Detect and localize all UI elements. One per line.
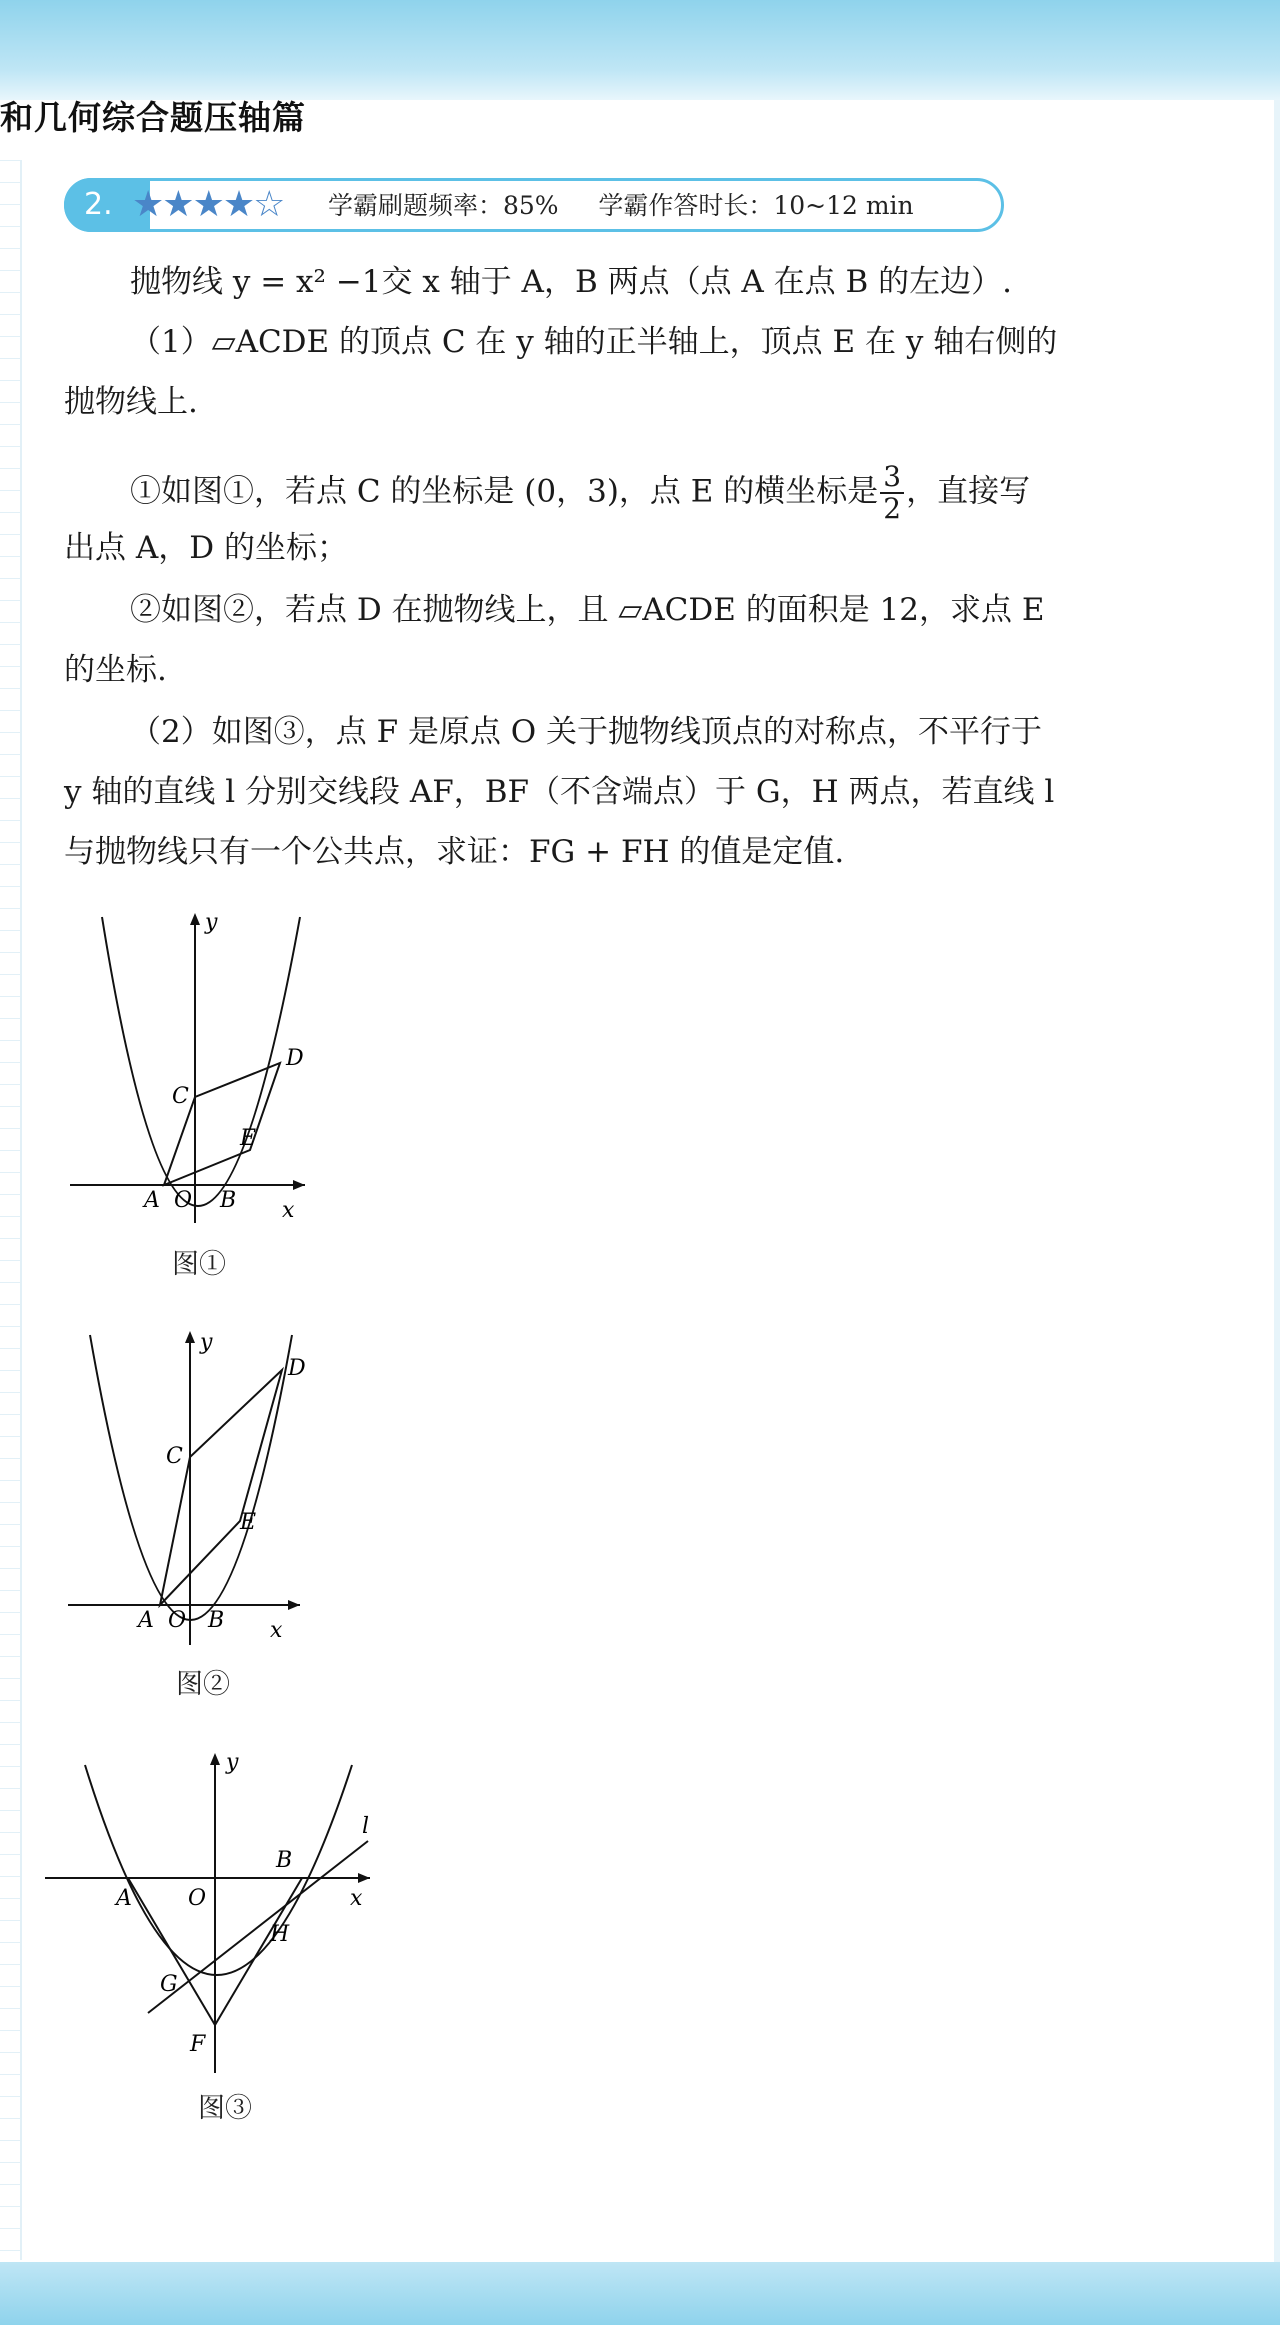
fraction	[880, 462, 904, 524]
label-b: B	[208, 1608, 225, 1633]
y-axis-arrow	[185, 1331, 195, 1343]
label-x: x	[270, 1618, 283, 1643]
frequency-text: 学霸刷题频率：85%	[328, 191, 559, 220]
label-a: A	[116, 1886, 132, 1911]
question-stats	[328, 188, 914, 224]
figure-1	[60, 905, 320, 1235]
bottom-banner	[0, 2262, 1280, 2325]
line-l	[148, 1841, 368, 2013]
fraction-denominator: 2	[883, 492, 902, 525]
label-o: O	[174, 1188, 193, 1213]
parallelogram-acde	[164, 1063, 280, 1185]
label-l: l	[362, 1814, 370, 1839]
star-filled-icon: ★	[162, 184, 193, 225]
star-filled-icon: ★	[222, 184, 254, 225]
figure-2	[60, 1325, 320, 1665]
label-y: y	[205, 910, 218, 935]
label-y: y	[226, 1750, 239, 1775]
sub2-line1: ②如图②，若点 D 在抛物线上，且 ▱ACDE 的面积是 12，求点 E	[130, 592, 1045, 628]
star-filled-icon: ★	[132, 184, 163, 225]
fraction-numerator: 3	[880, 462, 904, 494]
chapter-title: 和几何综合题压轴篇	[0, 98, 306, 137]
sub1-line1	[130, 462, 1030, 524]
label-a: A	[144, 1188, 160, 1213]
x-axis-arrow	[288, 1600, 300, 1610]
label-e: E	[240, 1510, 257, 1535]
figure-3-caption: 图③	[198, 2093, 252, 2124]
star-filled-icon: ★	[192, 184, 223, 225]
part2-line1: （2）如图③，点 F 是原点 O 关于抛物线顶点的对称点，不平行于	[130, 714, 1043, 750]
parabola	[85, 1765, 352, 1975]
sub1-text-end: ，直接写	[906, 473, 1031, 510]
problem-intro: 抛物线 y = x² −1交 x 轴于 A，B 两点（点 A 在点 B 的左边）.	[130, 264, 1013, 300]
label-x: x	[282, 1198, 295, 1223]
sub1-line2: 出点 A，D 的坐标；	[64, 530, 348, 566]
part2-line3: 与抛物线只有一个公共点，求证：FG + FH 的值是定值.	[64, 834, 845, 870]
label-e: E	[240, 1126, 257, 1151]
difficulty-stars	[132, 183, 283, 227]
label-c: C	[172, 1084, 189, 1109]
y-axis-arrow	[190, 913, 200, 925]
x-axis-arrow	[293, 1180, 305, 1190]
part2-line2: y 轴的直线 l 分别交线段 AF，BF（不含端点）于 G，H 两点，若直线 l	[64, 774, 1055, 810]
label-g: G	[160, 1972, 178, 1997]
parabola	[102, 917, 300, 1206]
label-d: D	[286, 1046, 304, 1071]
label-f: F	[190, 2032, 206, 2057]
label-b: B	[276, 1848, 293, 1873]
label-b: B	[220, 1188, 237, 1213]
sub1-text: ①如图①，若点 C 的坐标是 (0，3)，点 E 的横坐标是	[130, 473, 879, 510]
label-o: O	[168, 1608, 187, 1633]
figure-2-caption: 图②	[176, 1669, 230, 1700]
sub2-line2: 的坐标.	[64, 652, 167, 688]
figure-3	[40, 1745, 400, 2085]
figure-1-caption: 图①	[172, 1249, 226, 1280]
label-y: y	[200, 1330, 213, 1355]
label-x: x	[350, 1886, 363, 1911]
label-h: H	[270, 1922, 290, 1947]
parallelogram-acde	[160, 1370, 282, 1605]
label-d: D	[288, 1356, 306, 1381]
x-axis-arrow	[358, 1873, 370, 1883]
time-text: 学霸作答时长：10~12 min	[598, 191, 914, 220]
margin-grid-decoration	[0, 160, 22, 2260]
label-o: O	[188, 1886, 207, 1911]
label-c: C	[166, 1444, 183, 1469]
page-edge	[1274, 100, 1280, 2262]
y-axis-arrow	[210, 1753, 220, 1765]
part1-line2: 抛物线上.	[64, 384, 198, 420]
label-a: A	[138, 1608, 154, 1633]
top-banner	[0, 0, 1280, 100]
star-empty-icon: ☆	[253, 184, 284, 225]
part1-line1: （1）▱ACDE 的顶点 C 在 y 轴的正半轴上，顶点 E 在 y 轴右侧的	[130, 324, 1058, 360]
question-number: 2.	[64, 178, 150, 232]
